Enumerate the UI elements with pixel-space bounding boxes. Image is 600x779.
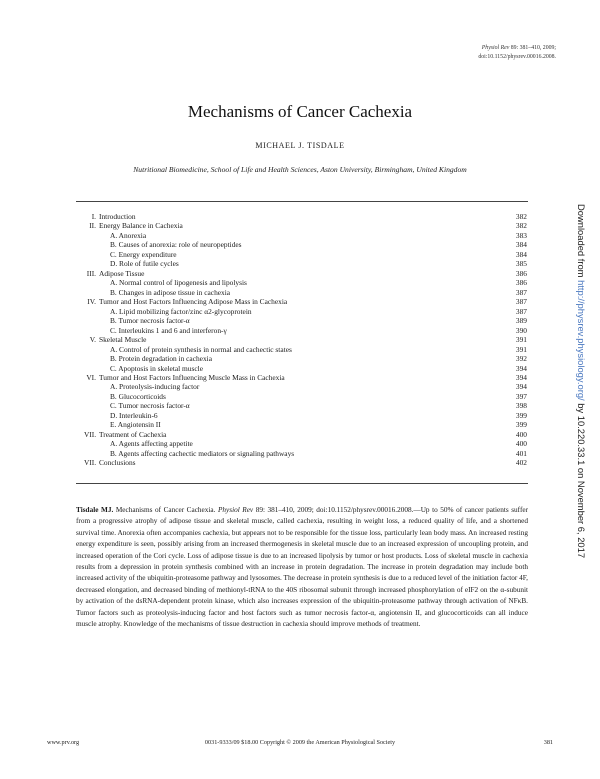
toc-entry-page: 394	[515, 372, 527, 382]
toc-entry-number	[84, 278, 96, 287]
toc-entry-page: 382	[515, 212, 527, 221]
toc-entry-title: B. Glucocorticoids	[110, 391, 166, 401]
table-of-contents	[84, 212, 527, 468]
toc-entry-page: 387	[515, 287, 527, 297]
citation-doi: doi:10.1152/physrev.00016.2008.	[478, 53, 556, 60]
footer-copyright: 0031-9333/09 $18.00 Copyright © 2009 the American Physiological Society	[204, 739, 396, 746]
toc-entry	[84, 373, 527, 382]
toc-entry	[84, 326, 527, 335]
toc-entry	[84, 458, 527, 467]
toc-entry-title: B. Causes of anorexia: role of neuropeptides	[110, 240, 242, 250]
toc-entry-page: 400	[515, 439, 527, 449]
toc-entry-page: 387	[515, 297, 527, 307]
toc-entry-title: B. Tumor necrosis factor-α	[110, 316, 190, 326]
toc-entry-number	[84, 288, 96, 297]
toc-entry-page: 384	[515, 249, 527, 259]
toc-entry-title: E. Angiotensin II	[110, 420, 161, 430]
toc-entry	[84, 269, 527, 278]
toc-entry	[84, 316, 527, 325]
toc-entry	[84, 439, 527, 448]
toc-entry-title: B. Protein degradation in cachexia	[110, 354, 212, 364]
toc-entry-title: Tumor and Host Factors Influencing Muscle Mass in Cachexia	[99, 372, 285, 382]
toc-entry-number	[84, 420, 96, 429]
toc-entry	[84, 335, 527, 344]
article-title: Mechanisms of Cancer Cachexia	[187, 102, 413, 121]
toc-entry	[84, 401, 527, 410]
download-link[interactable]: http://physrev.physiology.org/	[576, 280, 587, 401]
toc-entry-number	[84, 326, 96, 335]
toc-entry-title: Treatment of Cachexia	[99, 429, 167, 439]
toc-entry-page: 399	[515, 410, 527, 420]
toc-entry-title: C. Apoptosis in skeletal muscle	[110, 363, 203, 373]
toc-entry	[84, 288, 527, 297]
toc-entry-page: 399	[515, 420, 527, 430]
toc-entry	[84, 411, 527, 420]
toc-entry-number	[84, 354, 96, 363]
toc-entry-page: 390	[515, 325, 527, 335]
toc-entry-title: C. Energy expenditure	[110, 249, 177, 259]
toc-entry-title: D. Role of futile cycles	[110, 259, 179, 269]
toc-entry-number: VII.	[84, 429, 97, 439]
journal-citation	[478, 44, 556, 61]
download-suffix: by 10.220.33.1 on November 6, 2017	[576, 403, 587, 559]
toc-entry	[84, 364, 527, 373]
toc-entry-title: Skeletal Muscle	[99, 335, 147, 345]
toc-entry-number	[84, 401, 96, 410]
toc-entry-number: II.	[89, 221, 96, 231]
toc-entry-page: 385	[515, 259, 527, 269]
toc-entry-page: 397	[515, 391, 527, 401]
toc-entry-title: A. Lipid mobilizing factor/zinc α2-glycoprotein	[110, 306, 252, 316]
toc-entry-page: 391	[515, 344, 527, 354]
toc-entry-page: 398	[515, 401, 527, 411]
toc-entry-number	[84, 240, 96, 249]
toc-entry-page: 383	[515, 230, 527, 240]
toc-entry-page: 387	[515, 306, 527, 316]
toc-entry	[84, 345, 527, 354]
footer-page-number: 381	[543, 739, 553, 746]
toc-entry-number	[84, 345, 96, 354]
toc-entry-number	[84, 439, 96, 448]
toc-entry-page: 394	[515, 382, 527, 392]
toc-entry	[84, 250, 527, 259]
toc-bottom-rule	[76, 483, 528, 484]
toc-entry-title: A. Control of protein synthesis in normal and cachectic states	[110, 344, 292, 354]
toc-entry-number: III.	[86, 268, 96, 278]
footer-website[interactable]: www.prv.org	[47, 739, 80, 746]
toc-entry-number	[84, 231, 96, 240]
toc-entry-page: 402	[515, 458, 527, 468]
toc-entry-title: A. Anorexia	[110, 230, 147, 240]
toc-entry-title: Conclusions	[99, 458, 136, 468]
toc-entry-page: 401	[515, 448, 527, 458]
toc-entry-title: Energy Balance in Cachexia	[99, 221, 183, 231]
toc-entry-number	[84, 316, 96, 325]
toc-entry-number: IV.	[87, 297, 96, 307]
toc-entry-number	[84, 250, 96, 259]
toc-entry-page: 384	[515, 240, 527, 250]
toc-entry-title: C. Interleukins 1 and 6 and interferon-γ	[110, 325, 227, 335]
toc-entry-page: 394	[515, 363, 527, 373]
abstract-text: Up to 50% of cancer patients suffer from a progressive atrophy of adipose tissue and skeletal muscle, called cachexia, resulting in weight loss, a reduced quality of life, and a shortened survival time. Anorexia often accompanies cachexia, but appears not to be responsible for the tissue loss, particularly lean body mass. An increased resting energy expenditure is seen, possibly arising from an increased thermogenesis in skeletal muscle due to an increased expression of uncoupling protein, and increased operation of the Cori cycle. Loss of adipose tissue is due to an increased lipolysis by tumor or host products. Loss of skeletal muscle in cachexia results from a depression in protein synthesis combined with an increase in protein degradation. The increase in protein degradation may include both increased activity of the ubiquitin-proteasome pathway and lysosomes. The decrease in protein synthesis is due to a reduced level of the initiation factor 4F, decreased elongation, and decreased binding of methionyl-tRNA to the 40S ribosomal subunit through increased phosphorylation of eIF2 on the α-subunit by activation of the dsRNA-dependent protein kinase, which also increases expression of the ubiquitin-proteasome pathway through activation of NFκB. Tumor factors such as proteolysis-inducing factor and host factors such as tumor necrosis factor-α, angiotensin II, and glucocorticoids can all induce muscle atrophy. Knowledge of the mechanisms of tissue destruction in cachexia should improve methods of treatment.	[76, 506, 529, 629]
toc-entry	[84, 449, 527, 458]
toc-entry	[84, 278, 527, 287]
toc-entry-page: 389	[515, 316, 527, 326]
toc-entry-page: 386	[515, 268, 527, 278]
abstract-citation: 89: 381–410, 2009; doi:10.1152/physrev.00016.2008.—	[255, 506, 421, 514]
toc-entry-number	[84, 364, 96, 373]
author-affiliation: Nutritional Biomedicine, School of Life and Health Sciences, Aston University, Birmingham, United Kingdom	[133, 165, 467, 174]
toc-entry	[84, 307, 527, 316]
toc-entry-title: A. Normal control of lipogenesis and lipolysis	[110, 278, 247, 288]
toc-entry-title: C. Tumor necrosis factor-α	[110, 401, 190, 411]
citation-ref: 89: 381–410, 2009;	[510, 45, 556, 51]
toc-entry-number	[84, 449, 96, 458]
toc-entry-title: A. Proteolysis-inducing factor	[110, 382, 200, 392]
toc-entry-title: D. Interleukin-6	[110, 410, 158, 420]
citation-journal: Physiol Rev	[481, 45, 510, 51]
toc-entry-number	[84, 392, 96, 401]
toc-entry-number	[84, 411, 96, 420]
toc-entry	[84, 231, 527, 240]
toc-entry	[84, 382, 527, 391]
toc-entry	[84, 221, 527, 230]
toc-entry-number	[84, 382, 96, 391]
toc-entry	[84, 297, 527, 306]
abstract-author: Tisdale MJ.	[76, 506, 114, 514]
toc-entry-page: 386	[515, 278, 527, 288]
toc-entry-number: VII.	[84, 458, 97, 468]
toc-entry	[84, 392, 527, 401]
toc-entry-title: Introduction	[99, 212, 136, 221]
toc-entry-title: Adipose Tissue	[99, 268, 145, 278]
toc-entry	[84, 430, 527, 439]
download-notice	[574, 204, 588, 768]
toc-entry	[84, 240, 527, 249]
toc-entry-page: 382	[515, 221, 527, 231]
abstract	[76, 505, 528, 630]
toc-top-rule	[76, 201, 528, 202]
abstract-title: Mechanisms of Cancer Cachexia.	[115, 506, 216, 514]
toc-entry	[84, 420, 527, 429]
toc-entry	[84, 354, 527, 363]
toc-entry	[84, 212, 527, 221]
toc-entry-number	[84, 307, 96, 316]
toc-entry-number: V.	[89, 335, 96, 345]
toc-entry-page: 392	[515, 354, 527, 364]
toc-entry-title: B. Agents affecting cachectic mediators or signaling pathways	[110, 448, 295, 458]
toc-entry-number	[84, 259, 96, 268]
toc-entry-title: B. Changes in adipose tissue in cachexia	[110, 287, 231, 297]
toc-entry-title: A. Agents affecting appetite	[110, 439, 193, 449]
toc-entry-title: Tumor and Host Factors Influencing Adipose Mass in Cachexia	[99, 297, 288, 307]
toc-entry-page: 391	[515, 335, 527, 345]
toc-entry-page: 400	[515, 429, 527, 439]
abstract-journal: Physiol Rev	[218, 506, 254, 514]
toc-entry-number: I.	[91, 212, 96, 221]
toc-entry-number: VI.	[86, 372, 96, 382]
download-prefix: Downloaded from	[576, 204, 587, 278]
article-author: MICHAEL J. TISDALE	[255, 141, 345, 150]
toc-entry	[84, 259, 527, 268]
